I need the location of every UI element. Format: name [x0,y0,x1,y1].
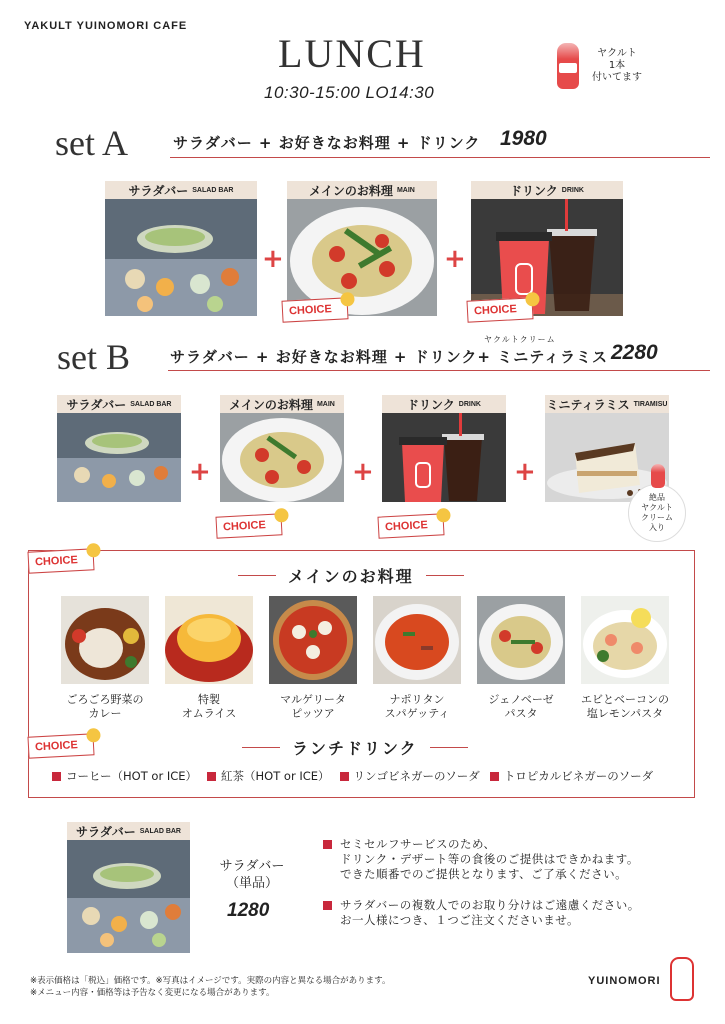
choice-tag: CHOICE [377,513,444,538]
curry-photo [61,596,149,684]
choice-tag: CHOICE [27,733,94,758]
main-dish-heading: メインのお料理 [238,564,464,587]
set-b-heading: set B [57,337,131,377]
card-label: サラダバー SALAD BAR [57,395,181,413]
footer-brand: YUINOMORI [588,975,661,987]
bullet-square-icon [340,772,349,781]
lunch-drink-heading: ランチドリンク [242,736,468,759]
margherita-photo [269,596,357,684]
hand-pointer-icon [274,508,289,523]
shrimp-bacon-pasta-photo [581,596,669,684]
bullet-square-icon [323,840,332,849]
set-a-price: 1980 [500,127,547,150]
set-a-heading: set A [55,123,129,163]
drink-list [52,768,653,784]
footer-note: ※表示価格は「税込」価格です。※写真はイメージです。実際の内容と異なる場合があります。 ※メニュー内容・価格等は予告なく変更になる場合があります。 [30,976,391,998]
bullet-square-icon [207,772,216,781]
plus-icon: + [444,244,466,274]
salad-single-price: 1280 [227,900,270,921]
choice-tag: CHOICE [27,548,94,573]
salad-single-name: サラダバー （単品） [219,859,285,891]
set-a-salad-card [105,181,257,316]
card-label: メインのお料理 MAIN [220,395,344,413]
plus-icon: + [514,457,536,487]
set-a-description: サラダバー + お好きなお料理 + ドリンク [173,134,481,152]
set-b-salad-card [57,395,181,502]
salad-bar-photo [105,199,257,316]
bullet-square-icon [52,772,61,781]
drink-item: 紅茶（HOT or ICE） [207,768,330,784]
pasta-photo [220,413,344,502]
salad-bar-photo [57,413,181,502]
dish-name: 特製 オムライス [181,693,237,720]
card-label: メインのお料理 MAIN [287,181,437,199]
brand-name: YAKULT YUINOMORI CAFE [24,20,188,32]
genovese-photo [477,596,565,684]
yakult-cream-badge: 絶品 ヤクルト クリーム 入り [628,484,686,542]
set-a-drink-card [471,181,623,316]
plus-icon: + [189,457,211,487]
set-b-main-card [220,395,344,502]
yakult-bottle-icon [651,464,665,488]
yakult-note: ヤクルト 1本 付いてます [592,48,642,83]
card-label: ドリンク DRINK [382,395,506,413]
card-label: サラダバー SALAD BAR [67,822,190,840]
set-a-divider [170,157,710,158]
set-b-price: 2280 [611,341,658,364]
drink-item: トロピカルビネガーのソーダ [490,768,653,784]
set-b-description: サラダバー + お好きなお料理 + ドリンク+ ミニティラミス [170,348,609,366]
choice-tag: CHOICE [281,297,348,322]
card-label: ミニティラミス TIRAMISU [545,395,669,413]
lunch-hours: 10:30-15:00 LO14:30 [264,83,435,102]
salad-sharing-note: サラダバーの複数人でのお取り分けはご遠慮ください。 お一人様につき、１つご注文くださいませ。 [323,898,640,928]
dish-name: エビとベーコンの 塩レモンパスタ [581,693,669,720]
omurice-photo [165,596,253,684]
set-b-ruby: ヤクルトクリーム [484,335,556,344]
napolitan-photo [373,596,461,684]
drink-item: コーヒー（HOT or ICE） [52,768,197,784]
choice-tag: CHOICE [215,513,282,538]
yakult-bottle-icon [557,43,579,89]
set-a-main-card [287,181,437,316]
yakult-bottle-outline-icon [670,957,694,1001]
drink-item: リンゴビネガーのソーダ [340,768,480,784]
plus-icon: + [352,457,374,487]
bullet-square-icon [323,901,332,910]
dish-name: ナポリタン スパゲッティ [384,693,450,720]
dish-name: ジェノベーゼ パスタ [488,693,554,720]
plus-icon: + [262,244,284,274]
choice-tag: CHOICE [466,297,533,322]
salad-single-card [67,822,190,953]
service-note: セミセルフサービスのため、 ドリンク・デザート等の食後のご提供はできかねます。 できた順番でのご提供となります、ご了承ください。 [323,837,639,882]
dish-name: ごろごろ野菜の カレー [66,693,144,720]
set-b-divider [168,370,710,371]
page-title: LUNCH [278,31,426,76]
card-label: サラダバー SALAD BAR [105,181,257,199]
hand-pointer-icon [436,508,451,523]
bullet-square-icon [490,772,499,781]
drink-photo [382,413,506,502]
salad-bar-photo [67,840,190,953]
dish-name: マルゲリータ ピッツア [280,693,346,720]
set-b-drink-card [382,395,506,502]
card-label: ドリンク DRINK [471,181,623,199]
